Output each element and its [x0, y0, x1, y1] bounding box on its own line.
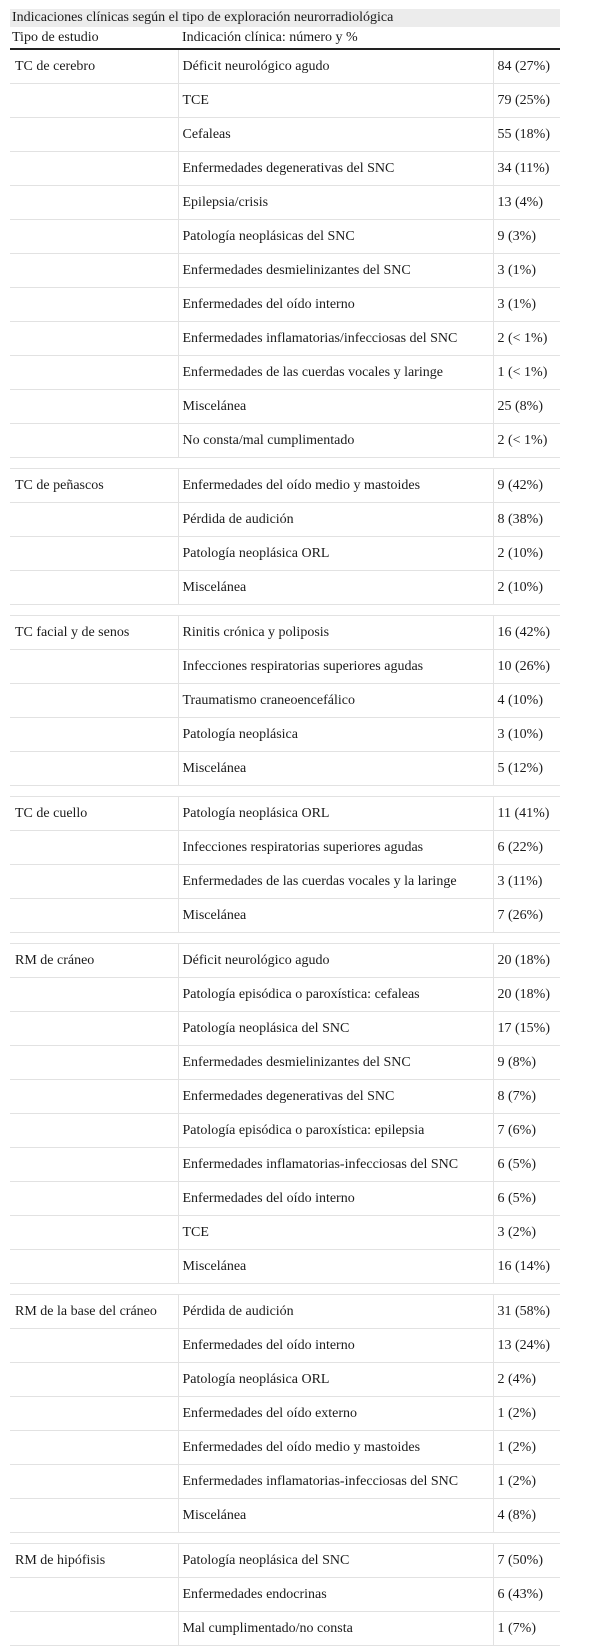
indication-cell: Patología neoplásica del SNC	[178, 1544, 493, 1578]
indication-cell: Enfermedades desmielinizantes del SNC	[178, 254, 493, 288]
count-percent-cell: 6 (5%)	[493, 1182, 560, 1216]
indication-cell: Enfermedades del oído interno	[178, 1182, 493, 1216]
indication-cell: Miscelánea	[178, 390, 493, 424]
table-row	[10, 220, 560, 254]
indication-cell: Traumatismo craneoencefálico	[178, 684, 493, 718]
table-row	[10, 254, 560, 288]
count-percent-cell: 2 (< 1%)	[493, 322, 560, 356]
study-type-cell	[10, 424, 178, 458]
count-percent-cell: 1 (2%)	[493, 1465, 560, 1499]
count-percent-cell: 17 (15%)	[493, 1012, 560, 1046]
study-type-cell	[10, 1114, 178, 1148]
study-type-cell	[10, 186, 178, 220]
indication-cell: Enfermedades desmielinizantes del SNC	[178, 1046, 493, 1080]
indication-cell: Enfermedades del oído interno	[178, 288, 493, 322]
table-row	[10, 322, 560, 356]
table-row	[10, 616, 560, 650]
header-study-type: Tipo de estudio	[10, 27, 178, 49]
count-percent-cell: 5 (12%)	[493, 752, 560, 786]
indication-cell: Patología neoplásica ORL	[178, 537, 493, 571]
study-type-cell	[10, 503, 178, 537]
study-type-cell	[10, 254, 178, 288]
table-row	[10, 424, 560, 458]
study-type-cell	[10, 1329, 178, 1363]
indication-cell: Miscelánea	[178, 899, 493, 933]
count-percent-cell: 9 (3%)	[493, 220, 560, 254]
count-percent-cell: 25 (8%)	[493, 390, 560, 424]
indication-cell: Enfermedades degenerativas del SNC	[178, 1080, 493, 1114]
spacer-cell	[10, 1284, 560, 1295]
study-type-cell: TC facial y de senos	[10, 616, 178, 650]
study-type-cell	[10, 1080, 178, 1114]
indication-cell: Miscelánea	[178, 752, 493, 786]
indication-cell: TCE	[178, 84, 493, 118]
table-row	[10, 1363, 560, 1397]
count-percent-cell: 7 (26%)	[493, 899, 560, 933]
study-type-cell	[10, 152, 178, 186]
count-percent-cell: 31 (58%)	[493, 1295, 560, 1329]
count-percent-cell: 3 (11%)	[493, 865, 560, 899]
study-type-cell	[10, 865, 178, 899]
count-percent-cell: 3 (2%)	[493, 1216, 560, 1250]
indication-cell: Enfermedades de las cuerdas vocales y laringe	[178, 356, 493, 390]
group-spacer	[10, 933, 560, 944]
indication-cell: Patología neoplásica ORL	[178, 1363, 493, 1397]
spacer-cell	[10, 933, 560, 944]
table-row	[10, 288, 560, 322]
count-percent-cell: 1 (2%)	[493, 1431, 560, 1465]
study-type-cell: RM de hipófisis	[10, 1544, 178, 1578]
study-type-cell: TC de cuello	[10, 797, 178, 831]
count-percent-cell: 79 (25%)	[493, 84, 560, 118]
indication-cell: Patología neoplásica	[178, 718, 493, 752]
count-percent-cell: 1 (2%)	[493, 1397, 560, 1431]
indication-cell: Epilepsia/crisis	[178, 186, 493, 220]
count-percent-cell: 7 (50%)	[493, 1544, 560, 1578]
study-type-cell	[10, 650, 178, 684]
table-row	[10, 390, 560, 424]
group-spacer	[10, 1533, 560, 1544]
table-row	[10, 1499, 560, 1533]
study-type-cell	[10, 118, 178, 152]
indication-cell: Mal cumplimentado/no consta	[178, 1612, 493, 1646]
study-type-cell	[10, 899, 178, 933]
study-type-cell	[10, 220, 178, 254]
study-type-cell	[10, 1578, 178, 1612]
study-type-cell	[10, 1012, 178, 1046]
study-type-cell	[10, 571, 178, 605]
study-type-cell	[10, 1216, 178, 1250]
study-type-cell	[10, 718, 178, 752]
table-row	[10, 1216, 560, 1250]
table-row	[10, 1250, 560, 1284]
indication-cell: Enfermedades del oído interno	[178, 1329, 493, 1363]
indication-cell: TCE	[178, 1216, 493, 1250]
study-type-cell	[10, 978, 178, 1012]
table-row	[10, 118, 560, 152]
indication-cell: Miscelánea	[178, 1499, 493, 1533]
study-type-cell	[10, 390, 178, 424]
study-type-cell	[10, 831, 178, 865]
count-percent-cell: 13 (24%)	[493, 1329, 560, 1363]
table-row	[10, 1544, 560, 1578]
table-row	[10, 1431, 560, 1465]
count-percent-cell: 13 (4%)	[493, 186, 560, 220]
table-row	[10, 978, 560, 1012]
count-percent-cell: 1 (< 1%)	[493, 356, 560, 390]
indication-cell: No consta/mal cumplimentado	[178, 424, 493, 458]
study-type-cell	[10, 1397, 178, 1431]
count-percent-cell: 6 (43%)	[493, 1578, 560, 1612]
table-row	[10, 718, 560, 752]
spacer-cell	[10, 786, 560, 797]
study-type-cell: TC de peñascos	[10, 469, 178, 503]
study-type-cell	[10, 322, 178, 356]
study-type-cell: RM de cráneo	[10, 944, 178, 978]
count-percent-cell: 8 (38%)	[493, 503, 560, 537]
indication-cell: Infecciones respiratorias superiores agudas	[178, 831, 493, 865]
indication-cell: Miscelánea	[178, 571, 493, 605]
study-type-cell	[10, 1363, 178, 1397]
count-percent-cell: 3 (10%)	[493, 718, 560, 752]
table-row	[10, 1578, 560, 1612]
table-row	[10, 1397, 560, 1431]
table-row	[10, 865, 560, 899]
study-type-cell	[10, 288, 178, 322]
indication-cell: Enfermedades del oído medio y mastoides	[178, 1431, 493, 1465]
table-row	[10, 752, 560, 786]
count-percent-cell: 2 (4%)	[493, 1363, 560, 1397]
count-percent-cell: 16 (14%)	[493, 1250, 560, 1284]
study-type-cell	[10, 1499, 178, 1533]
indication-cell: Enfermedades inflamatorias-infecciosas del SNC	[178, 1148, 493, 1182]
count-percent-cell: 16 (42%)	[493, 616, 560, 650]
table-row	[10, 1329, 560, 1363]
count-percent-cell: 84 (27%)	[493, 49, 560, 84]
table-row	[10, 469, 560, 503]
indication-cell: Rinitis crónica y poliposis	[178, 616, 493, 650]
table-row	[10, 797, 560, 831]
table-row	[10, 1148, 560, 1182]
spacer-cell	[10, 1533, 560, 1544]
count-percent-cell: 2 (10%)	[493, 571, 560, 605]
count-percent-cell: 4 (8%)	[493, 1499, 560, 1533]
table-row	[10, 831, 560, 865]
count-percent-cell: 11 (41%)	[493, 797, 560, 831]
table-row	[10, 49, 560, 84]
indication-cell: Pérdida de audición	[178, 503, 493, 537]
table-row	[10, 356, 560, 390]
count-percent-cell: 20 (18%)	[493, 944, 560, 978]
indication-cell: Patología episódica o paroxística: cefaleas	[178, 978, 493, 1012]
study-type-cell: TC de cerebro	[10, 49, 178, 84]
table-row	[10, 1612, 560, 1646]
indication-cell: Enfermedades inflamatorias/infecciosas del SNC	[178, 322, 493, 356]
indication-cell: Infecciones respiratorias superiores agudas	[178, 650, 493, 684]
indication-cell: Enfermedades endocrinas	[178, 1578, 493, 1612]
table-row	[10, 899, 560, 933]
study-type-cell	[10, 1046, 178, 1080]
count-percent-cell: 2 (< 1%)	[493, 424, 560, 458]
count-percent-cell: 4 (10%)	[493, 684, 560, 718]
table-row	[10, 1182, 560, 1216]
indication-cell: Déficit neurológico agudo	[178, 944, 493, 978]
table-row	[10, 684, 560, 718]
count-percent-cell: 55 (18%)	[493, 118, 560, 152]
spacer-cell	[10, 605, 560, 616]
study-type-cell	[10, 1182, 178, 1216]
indications-table	[10, 27, 560, 1646]
study-type-cell	[10, 356, 178, 390]
study-type-cell	[10, 84, 178, 118]
study-type-cell	[10, 684, 178, 718]
study-type-cell	[10, 1612, 178, 1646]
table-row	[10, 571, 560, 605]
table-row	[10, 650, 560, 684]
study-type-cell: RM de la base del cráneo	[10, 1295, 178, 1329]
group-spacer	[10, 1284, 560, 1295]
table-row	[10, 84, 560, 118]
study-type-cell	[10, 752, 178, 786]
table-row	[10, 1114, 560, 1148]
indication-cell: Patología neoplásicas del SNC	[178, 220, 493, 254]
indication-cell: Déficit neurológico agudo	[178, 49, 493, 84]
count-percent-cell: 1 (7%)	[493, 1612, 560, 1646]
count-percent-cell: 9 (8%)	[493, 1046, 560, 1080]
study-type-cell	[10, 1465, 178, 1499]
header-indication: Indicación clínica: número y %	[178, 27, 560, 49]
header-row	[10, 27, 560, 49]
count-percent-cell: 6 (22%)	[493, 831, 560, 865]
table-header	[10, 27, 560, 49]
count-percent-cell: 20 (18%)	[493, 978, 560, 1012]
count-percent-cell: 9 (42%)	[493, 469, 560, 503]
table-container	[10, 9, 560, 1646]
count-percent-cell: 2 (10%)	[493, 537, 560, 571]
study-type-cell	[10, 1431, 178, 1465]
indication-cell: Enfermedades de las cuerdas vocales y la laringe	[178, 865, 493, 899]
group-spacer	[10, 786, 560, 797]
indication-cell: Enfermedades degenerativas del SNC	[178, 152, 493, 186]
table-row	[10, 1012, 560, 1046]
table-row	[10, 152, 560, 186]
count-percent-cell: 3 (1%)	[493, 254, 560, 288]
group-spacer	[10, 605, 560, 616]
count-percent-cell: 10 (26%)	[493, 650, 560, 684]
indication-cell: Patología episódica o paroxística: epilepsia	[178, 1114, 493, 1148]
table-row	[10, 537, 560, 571]
group-spacer	[10, 458, 560, 469]
table-row	[10, 1080, 560, 1114]
indication-cell: Enfermedades del oído medio y mastoides	[178, 469, 493, 503]
table-row	[10, 1046, 560, 1080]
indication-cell: Patología neoplásica del SNC	[178, 1012, 493, 1046]
table-row	[10, 186, 560, 220]
count-percent-cell: 6 (5%)	[493, 1148, 560, 1182]
indication-cell: Pérdida de audición	[178, 1295, 493, 1329]
spacer-cell	[10, 458, 560, 469]
table-row	[10, 944, 560, 978]
indication-cell: Cefaleas	[178, 118, 493, 152]
indication-cell: Miscelánea	[178, 1250, 493, 1284]
indication-cell: Enfermedades del oído externo	[178, 1397, 493, 1431]
count-percent-cell: 8 (7%)	[493, 1080, 560, 1114]
table-caption: Indicaciones clínicas según el tipo de exploración neurorradiológica	[10, 9, 560, 27]
table-row	[10, 1465, 560, 1499]
count-percent-cell: 7 (6%)	[493, 1114, 560, 1148]
study-type-cell	[10, 1148, 178, 1182]
study-type-cell	[10, 537, 178, 571]
table-row	[10, 1295, 560, 1329]
indication-cell: Patología neoplásica ORL	[178, 797, 493, 831]
table-row	[10, 503, 560, 537]
count-percent-cell: 3 (1%)	[493, 288, 560, 322]
indication-cell: Enfermedades inflamatorias-infecciosas del SNC	[178, 1465, 493, 1499]
count-percent-cell: 34 (11%)	[493, 152, 560, 186]
table-body	[10, 49, 560, 1646]
study-type-cell	[10, 1250, 178, 1284]
